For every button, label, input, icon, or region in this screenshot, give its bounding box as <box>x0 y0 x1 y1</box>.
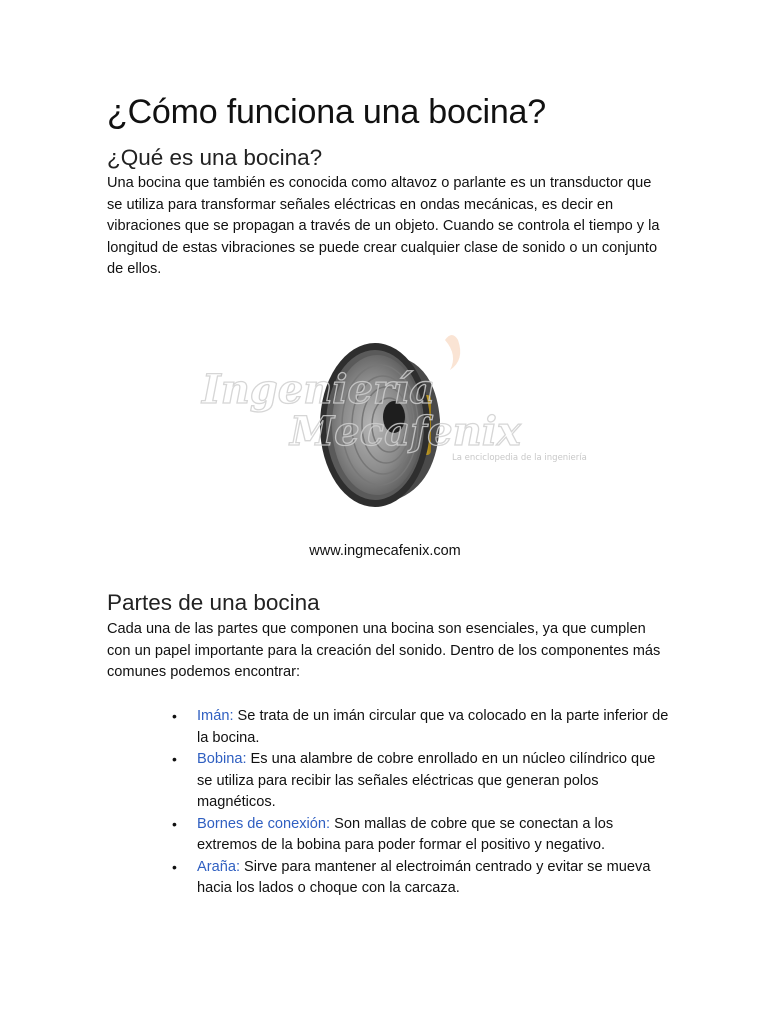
speaker-figure <box>190 325 610 570</box>
watermark-line1: Ingeniería <box>202 366 436 413</box>
parts-list <box>170 706 670 900</box>
figure-caption: www.ingmecafenix.com <box>309 543 461 559</box>
bullet-icon: • <box>172 751 177 767</box>
section-heading-parts: Partes de una bocina <box>107 590 320 615</box>
flame-icon <box>445 335 460 370</box>
watermark-line2: Mecafenix <box>290 408 521 455</box>
parts-paragraph: Cada una de las partes que componen una bocina son esenciales, ya que cumplen con un papel importante para la creación del sonido. Dentro de los componentes más comunes podemos encontrar: <box>107 621 661 680</box>
bullet-icon: • <box>172 708 177 724</box>
term-description: Son mallas de cobre que se conectan a los extremos de la bobina para poder formar el positivo y negativo. <box>197 815 614 853</box>
list-item-arana <box>170 857 670 900</box>
page-title: ¿Cómo funciona una bocina? <box>107 93 546 131</box>
term-label: Bornes de conexión: <box>197 815 331 832</box>
list-item-bobina <box>170 749 670 814</box>
bullet-icon: • <box>172 815 177 832</box>
term-label: Araña: <box>197 858 240 875</box>
term-description: Es una alambre de cobre enrollado en un núcleo cilíndrico que se utiliza para recibir las señales eléctricas que generan polos magnéticos. <box>197 751 656 810</box>
term-label: Imán: <box>197 708 234 724</box>
term-label: Bobina: <box>197 751 247 767</box>
intro-paragraph: Una bocina que también es conocida como altavoz o parlante es un transductor que se utiliza para transformar señales eléctricas en ondas mecánicas, es decir en vibraciones que se propagan a través de un objeto. Cuando se controla el tiempo y la longitud de estas vibraciones se puede crear cualquier clase de sonido o un conjunto de ellos. <box>107 175 660 277</box>
bullet-icon: • <box>172 858 177 875</box>
list-item-iman <box>170 706 670 749</box>
term-description: Sirve para mantener al electroimán centrado y evitar se mueva hacia los lados o choque con la carcaza. <box>197 858 651 896</box>
speaker-illustration <box>190 325 610 540</box>
term-description: Se trata de un imán circular que va colocado en la parte inferior de la bocina. <box>197 708 669 746</box>
section-heading-what-is: ¿Qué es una bocina? <box>107 145 323 170</box>
list-item-bornes <box>170 814 670 857</box>
watermark-tagline: La enciclopedia de la ingeniería <box>452 453 587 463</box>
